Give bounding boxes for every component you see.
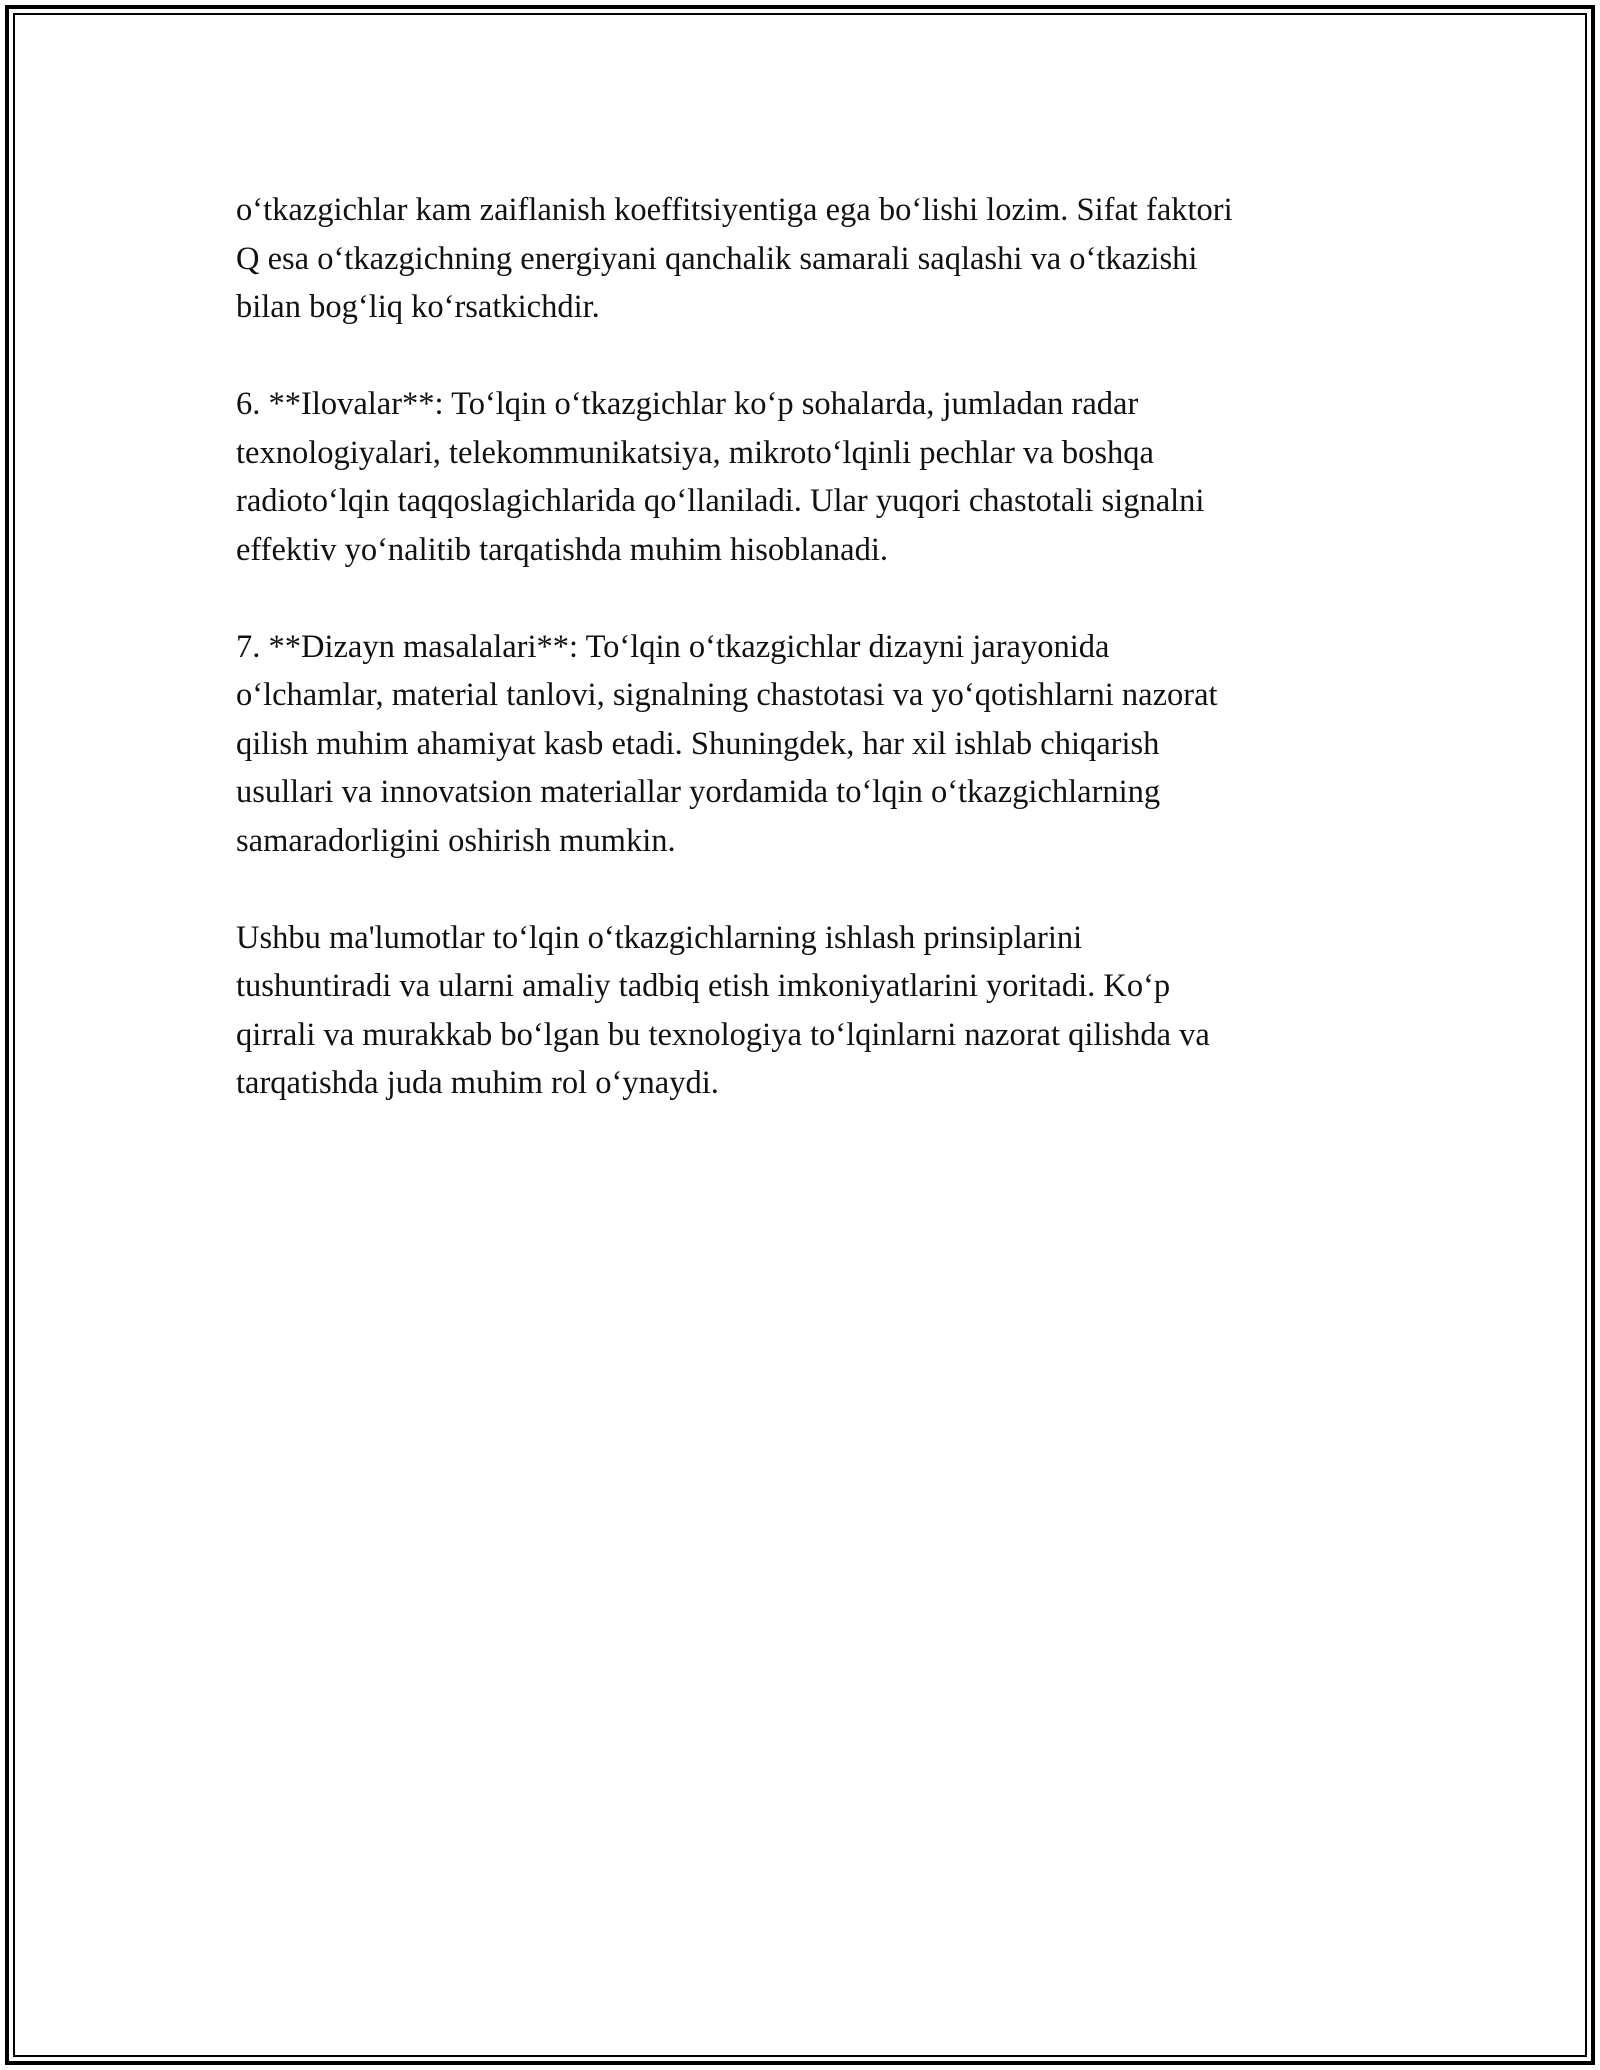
text-line: effektiv yo‘nalitib tarqatishda muhim hisoblanadi. — [236, 531, 888, 568]
paragraph-continuation — [236, 186, 1406, 332]
text-line: bilan bog‘liq ko‘rsatkichdir. — [236, 289, 600, 325]
text-line: 7. **Dizayn masalalari**: To‘lqin o‘tkazgichlar dizayni jarayonida — [236, 628, 1110, 665]
document-body — [236, 186, 1406, 1156]
text-line: Q esa o‘tkazgichning energiyani qanchalik samarali saqlashi va o‘tkazishi — [236, 240, 1198, 277]
text-line: radioto‘lqin taqqoslagichlarida qo‘llaniladi. Ular yuqori chastotali signalni — [236, 483, 1205, 519]
text-line: usullari va innovatsion materiallar yordamida to‘lqin o‘tkazgichlarning — [236, 774, 1161, 810]
text-line: qirrali va murakkab bo‘lgan bu texnologiya to‘lqinlarni nazorat qilishda va — [236, 1016, 1210, 1053]
text-line: tushuntiradi va ularni amaliy tadbiq etish imkoniyatlarini yoritadi. Ko‘p — [236, 968, 1171, 1004]
text-line: tarqatishda juda muhim rol o‘ynaydi. — [236, 1065, 719, 1101]
text-line: o‘tkazgichlar kam zaiflanish koeffitsiyentiga ega bo‘lishi lozim. Sifat faktori — [236, 192, 1233, 228]
text-line: Ushbu ma'lumotlar to‘lqin o‘tkazgichlarning ishlash prinsiplarini — [236, 919, 1083, 956]
text-line: o‘lchamlar, material tanlovi, signalning chastotasi va yo‘qotishlarni nazorat — [236, 677, 1218, 713]
paragraph-conclusion — [236, 914, 1406, 1108]
paragraph-design-issues — [236, 623, 1406, 866]
text-line: samaradorligini oshirish mumkin. — [236, 822, 676, 859]
text-line: texnologiyalari, telekommunikatsiya, mikroto‘lqinli pechlar va boshqa — [236, 434, 1154, 471]
paragraph-applications — [236, 380, 1406, 574]
text-line: 6. **Ilovalar**: To‘lqin o‘tkazgichlar ko‘p sohalarda, jumladan radar — [236, 386, 1139, 422]
text-line: qilish muhim ahamiyat kasb etadi. Shuningdek, har xil ishlab chiqarish — [236, 725, 1160, 762]
